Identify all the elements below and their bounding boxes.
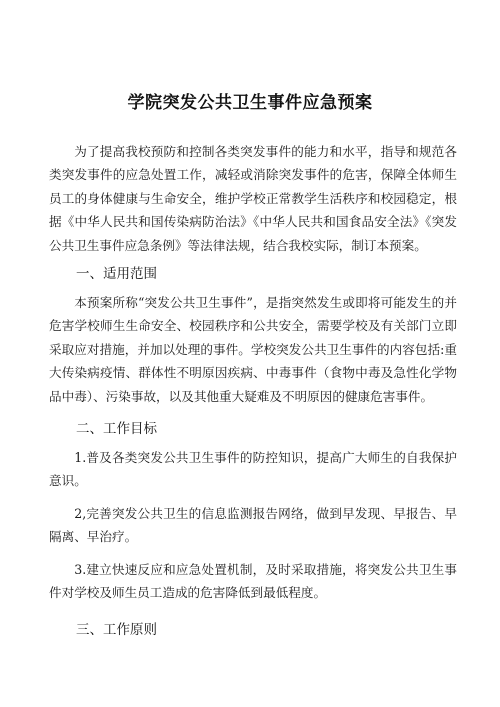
- goal-item-2: 2,完善突发公共卫生的信息监测报告网络，做到早发现、早报告、早隔离、早治疗。: [49, 505, 457, 545]
- goal-item-3: 3.建立快速反应和应急处置机制，及时采取措施，将突发公共卫生事件对学校及师生员工造成的危害降低到最低程度。: [49, 561, 457, 601]
- section-heading-goals: 二、工作目标: [76, 421, 157, 438]
- section-heading-scope: 一、适用范围: [76, 266, 157, 283]
- document-body: [49, 140, 457, 647]
- section-heading-principles: 三、工作原则: [76, 621, 157, 638]
- goal-item-1: 1.普及各类突发公共卫生事件的防控知识，提高广大师生的自我保护意识。: [49, 450, 457, 489]
- scope-paragraph: 本预案所称“突发公共卫生事件”，是指突然发生或即将可能发生的并危害学校师生生命安全、校园秩序和公共安全，需要学校及有关部门立即采取应对措施，并加以处理的事件。学校突发公共卫生事件的内容包括:重大传染病疫情、群体性不明原因疾病、中毒事件（食物中毒及急性化学物品中毒）、污染事故，以及其他重大疑难及不明原因的健康危害事件。: [49, 295, 457, 404]
- document-title: 学院突发公共卫生事件应急预案: [127, 93, 373, 113]
- intro-paragraph: 为了提高我校预防和控制各类突发事件的能力和水平，指导和规范各类突发事件的应急处置工作，减轻或消除突发事件的危害，保障全体师生员工的身体健康与生命安全，维护学校正常教学生活秩序和校园稳定，根据《中华人民共和国传染病防治法》《中华人民共和国食品安全法》《突发公共卫生事件应急条例》等法律法规，结合我校实际，制订本预案。: [49, 144, 457, 253]
